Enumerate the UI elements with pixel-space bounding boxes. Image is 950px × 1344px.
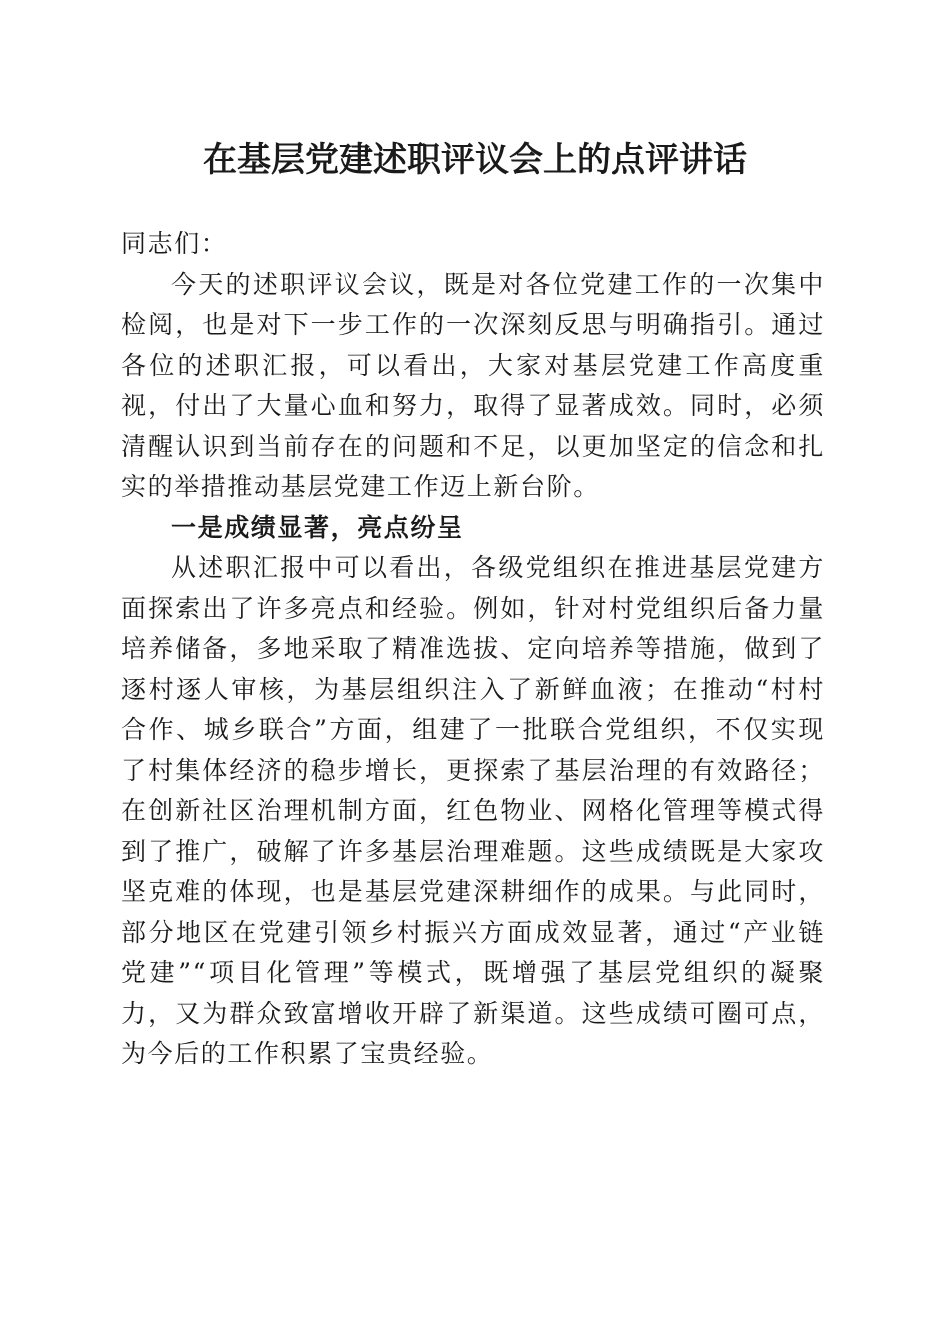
section-heading-1: 一是成绩显著，亮点纷呈 [171, 512, 464, 542]
body-paragraph-intro: 今天的述职评议会议，既是对各位党建工作的一次集中检阅，也是对下一步工作的一次深刻反思与明确指引。通过各位的述职汇报，可以看出，大家对基层党建工作高度重视，付出了大量心血和努力，取得了显著成效。同时，必须清醒认识到当前存在的问题和不足，以更加坚定的信念和扎实的举措推动基层党建工作迈上新台阶。 [121, 269, 825, 501]
body-paragraph-achievements: 从述职汇报中可以看出，各级党组织在推进基层党建方面探索出了许多亮点和经验。例如，针对村党组织后备力量培养储备，多地采取了精准选拔、定向培养等措施，做到了逐村逐人审核，为基层组织注入了新鲜血液；在推动“村村合作、城乡联合”方面，组建了一批联合党组织，不仅实现了村集体经济的稳步增长，更探索了基层治理的有效路径；在创新社区治理机制方面，红色物业、网格化管理等模式得到了推广，破解了许多基层治理难题。这些成绩既是大家攻坚克难的体现，也是基层党建深耕细作的成果。与此同时，部分地区在党建引领乡村振兴方面成效显著，通过“产业链党建”“项目化管理”等模式，既增强了基层党组织的凝聚力，又为群众致富增收开辟了新渠道。这些成绩可圈可点，为今后的工作积累了宝贵经验。 [121, 553, 825, 1068]
document-title: 在基层党建述职评议会上的点评讲话 [203, 140, 747, 180]
salutation: 同志们： [121, 229, 228, 258]
document-body [121, 224, 825, 1075]
